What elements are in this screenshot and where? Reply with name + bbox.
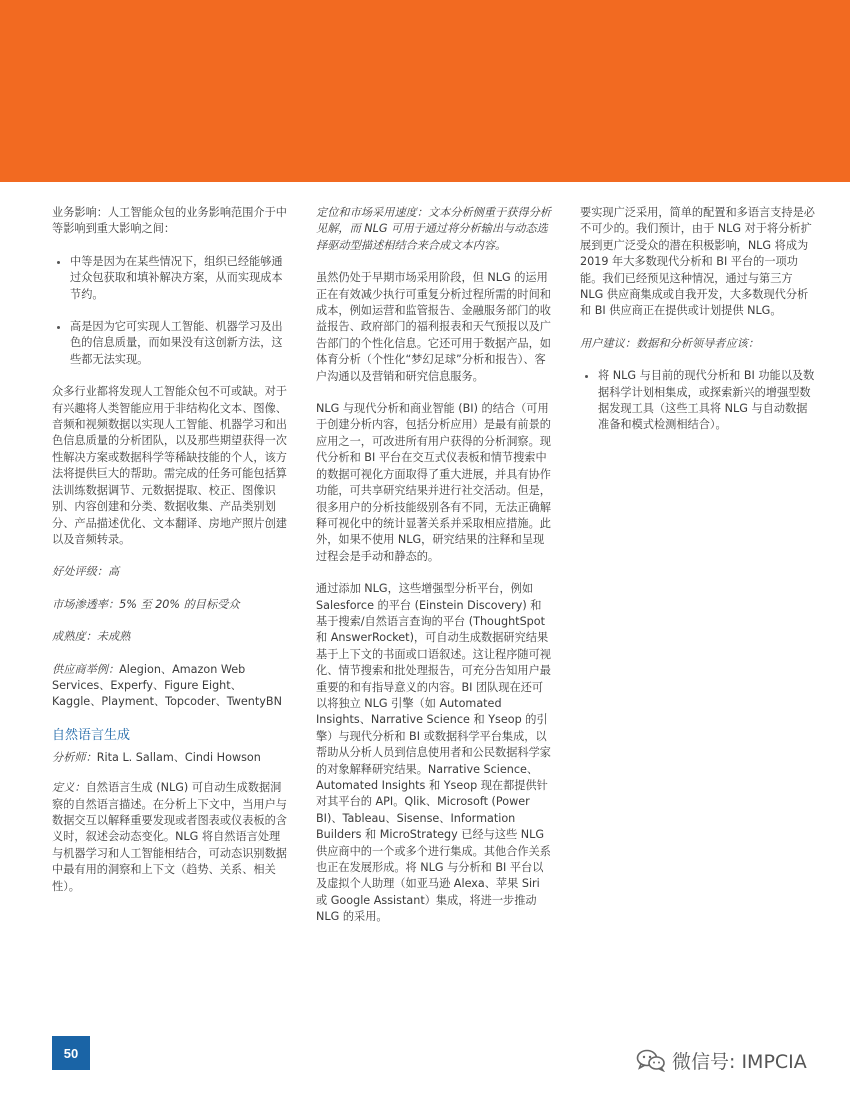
wechat-icon bbox=[636, 1048, 666, 1072]
maturity bbox=[52, 629, 287, 645]
analyst-value: Rita L. Sallam、Cindi Howson bbox=[96, 750, 261, 764]
vendors-value: Alegion、Amazon Web Services、Experfy、Figure Eight、Kaggle、Playment、Topcoder、TwentyBN bbox=[52, 662, 282, 709]
benefit-label: 好处评级： bbox=[52, 565, 108, 579]
column-left bbox=[52, 205, 287, 911]
column-middle bbox=[316, 205, 552, 942]
adoption-paragraph: 虽然仍处于早期市场采用阶段，但 NLG 的运用正在有效减少执行可重复分析过程所需的时间和成本，例如运营和监管报告、金融服务部门的收益报告、政府部门的福利报表和天气预报以及广告部门的个性化信息。它还可用于数据产品，如体育分析（个性化“梦幻足球”分析和报告）、客户沟通以及营销和研究信息服务。 bbox=[316, 271, 551, 383]
bi-paragraph: NLG 与现代分析和商业智能 (BI) 的结合（可用于创建分析内容，包括分析应用）是最有前景的应用之一，可改进所有用户获得的分析洞察。现代分析和 BI 平台在交互式仪表板和情节搜索中的数据可视化方面取得了重大进展，并具有协作功能，可共享研究结果并进行社交活动。但是，很多用户的分析技能级别各有不同，无法正确解释可视化中的统计显著关系并采取相应措施。此外，如果不使用 NLG，研究结果的注释和呈现过程会是手动和静态的。 bbox=[316, 402, 551, 563]
watermark bbox=[636, 1046, 826, 1074]
analyst-label: 分析师： bbox=[52, 750, 97, 764]
top-banner bbox=[0, 0, 850, 182]
adoption-support-paragraph: 要实现广泛采用，简单的配置和多语言支持是必不可少的。我们预计，由于 NLG 对于将分析扩展到更广泛受众的潜在积极影响，NLG 将成为 2019 年大多数现代分析和 BI 平台的一项功能。我们已经预见这种情况，通过与第三方 NLG 供应商集成或自我开发，大多数现代分析和 BI 供应商正在提供或计划提供 NLG。 bbox=[580, 206, 815, 318]
advice-label: 用户建议： bbox=[580, 336, 636, 350]
advice-text: 数据和分析领导者应该： bbox=[635, 336, 760, 350]
definition bbox=[52, 780, 287, 895]
business-impact-paragraph: 业务影响：人工智能众包的业务影响范围介于中等影响到重大影响之间： bbox=[52, 206, 287, 236]
list-item: • 高是因为它可实现人工智能、机器学习及出色的信息质量，而如果没有这创新方法，这些都无法实现。 bbox=[70, 319, 287, 368]
platforms-paragraph: 通过添加 NLG，这些增强型分析平台，例如 Salesforce 的平台 (Einstein Discovery) 和基于搜索/自然语言查询的平台 (ThoughtSpot 和 AnswerRocket)，可自动生成数据研究结果基于上下文的书面或口语叙述。这让程序随可视化、情节搜索和批处理报告，可充分告知用户最重要的和有指导意义的内容。BI 团队现在还可以将独立 NLG 引擎（如 Automated Insights、Narrative Science 和 Yseop 的引擎）与现代分析和 BI 或数据科学平台集成，以帮助从分析人员到信息使用者和公民数据科学家的对象解释研究结果。Narrative Science、Automated Insights 和 Yseop 现在都提供针对其平台的 API。Qlik、Microsoft (Power BI)、Tableau、Sisense、Information Builders 和 MicroStrategy 已经与这些 NLG 供应商中的一个或多个进行集成。其他合作关系也正在发展形成。将 NLG 与分析和 BI 平台以及虚拟个人助理（如亚马逊 Alexa、苹果 Siri 或 Google Assistant）集成，将进一步推动 NLG 的采用。 bbox=[316, 582, 551, 924]
user-advice bbox=[580, 336, 818, 352]
sample-vendors bbox=[52, 662, 287, 711]
maturity-value: 未成熟 bbox=[96, 630, 131, 644]
page-number: 50 bbox=[52, 1036, 90, 1070]
industries-paragraph: 众多行业都将发现人工智能众包不可或缺。对于有兴趣将人类智能应用于非结构化文本、图像、音频和视频数据以实现人工智能、机器学习和出色信息质量的分析团队，以及那些期望获得一次性解决方案或数据科学等稀缺技能的个人，该方法将提供巨大的帮助。需完成的任务可能包括算法训练数据调节、元数据提取、校正、图像识别、内容创建和分类、数据收集、产品类别划分、产品描述优化、文本翻译、房地产照片创建以及音频转录。 bbox=[52, 385, 287, 546]
positioning-text: 文本分析侧重于获得分析见解，而 NLG 可用于通过将分析输出与动态选择驱动型描述相结合来合成文本内容。 bbox=[316, 206, 551, 252]
vendors-label: 供应商举例： bbox=[52, 662, 120, 676]
market-value: 5% 至 20% 的目标受众 bbox=[119, 597, 240, 611]
positioning-paragraph bbox=[316, 205, 552, 254]
benefit-value: 高 bbox=[107, 565, 120, 579]
advice-list bbox=[580, 368, 818, 434]
market-label: 市场渗透率： bbox=[52, 597, 120, 611]
benefit-rating bbox=[52, 564, 287, 580]
list-item: • 中等是因为在某些情况下，组织已经能够通过众包获取和填补解决方案，从而实现成本节约。 bbox=[70, 254, 287, 303]
maturity-label: 成熟度： bbox=[52, 630, 97, 644]
watermark-text: 微信号: IMPCIA bbox=[672, 1050, 807, 1073]
analysts bbox=[52, 750, 287, 766]
definition-value: 自然语言生成 (NLG) 可自动生成数据洞察的自然语言描述。在分析上下文中，当用户与数据交互以解释重要发现或者图表或仪表板的含义时，叙述会动态变化。NLG 将自然语言处理与机器学习和人工智能相结合，可动态识别数据中最有用的洞察和上下文（趋势、关系、相关性）。 bbox=[52, 781, 287, 893]
column-right bbox=[580, 205, 818, 450]
positioning-label: 定位和市场采用速度： bbox=[316, 206, 428, 219]
impact-list bbox=[52, 254, 287, 368]
section-title: 自然语言生成 bbox=[52, 727, 131, 743]
market-penetration bbox=[52, 597, 287, 613]
definition-label: 定义： bbox=[52, 781, 86, 795]
list-item: • 将 NLG 与目前的现代分析和 BI 功能以及数据科学计划相集成，或探索新兴的增强型数据发现工具（这些工具将 NLG 与自动数据准备和模式检测相结合）。 bbox=[598, 368, 818, 434]
